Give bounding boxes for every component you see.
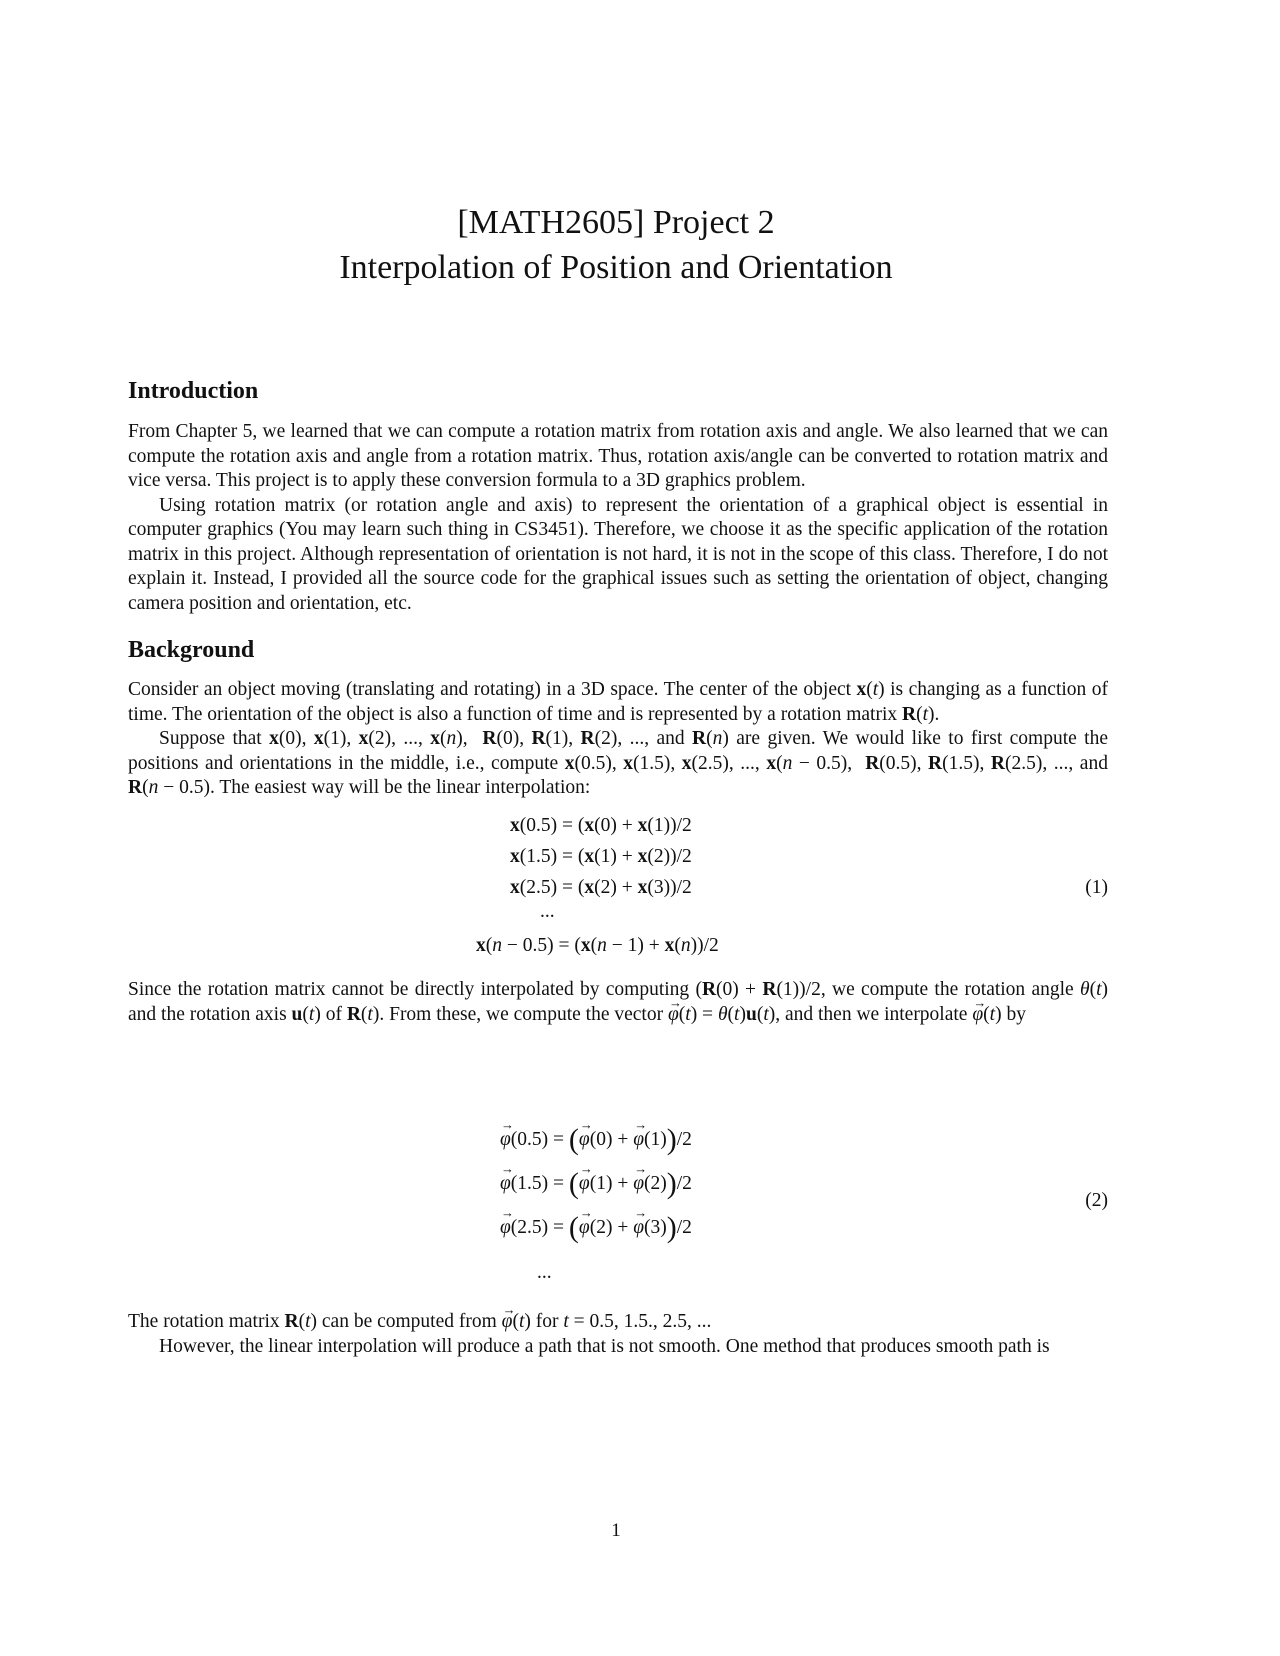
- document-title: [0, 200, 1232, 290]
- background-paragraph-2: Suppose that x(0), x(1), x(2), ..., x(n), R(0), R(1), R(2), ..., and R(n) are given. We would like to first compute the positions and orientations in the middle, i.e., compute x(0.5), x(1.5), x(2.5), ..., x(n − 0.5), R(0.5), R(1.5), R(2.5), ..., and R(n − 0.5). The easiest way will be the linear interpolation:: [128, 728, 1108, 798]
- introduction-paragraph-2: Using rotation matrix (or rotation angle and axis) to represent the orientation of a graphical object is essential in computer graphics (You may learn such thing in CS3451). Therefore, we choose it as the specific application of the rotation matrix in this project. Although representation of orientation is not hard, it is not in the scope of this class. Therefore, I do not explain it. Instead, I provided all the source code for the graphical issues such as setting the orientation of object, changing camera position and orientation, etc.: [128, 494, 1108, 614]
- background-paragraph-1: Consider an object moving (translating and rotating) in a 3D space. The center of the object x(t) is changing as a function of time. The orientation of the object is also a function of time and is represented by a rotation matrix R(t).: [128, 679, 1108, 725]
- heading-background: Background: [128, 637, 255, 663]
- equation-number: (1): [1085, 877, 1108, 898]
- equation-ellipsis: ...: [540, 901, 555, 922]
- background-body-2: [128, 978, 1108, 1027]
- equation-number: (2): [1085, 1190, 1108, 1211]
- page-number: 1: [611, 1520, 621, 1541]
- equation-line: x(0.5) = (x(0) + x(1))/2: [510, 815, 692, 836]
- introduction-paragraph-1: From Chapter 5, we learned that we can compute a rotation matrix from rotation axis and angle. We also learned that we can compute the rotation axis and angle from a rotation matrix. Thus, rotation axis/angle can be converted to rotation matrix and vice versa. This project is to apply these conversion formula to a 3D graphics problem.: [128, 421, 1108, 491]
- equation-ellipsis: ...: [537, 1262, 552, 1283]
- equation-line: → φ(2.5) = (→ φ(2) + → φ(3))/2: [500, 1211, 692, 1245]
- equation-line: x(2.5) = (x(2) + x(3))/2: [510, 877, 692, 898]
- equation-line: → φ(0.5) = (→ φ(0) + → φ(1))/2: [500, 1123, 692, 1157]
- equation-line: → φ(1.5) = (→ φ(1) + → φ(2))/2: [500, 1167, 692, 1201]
- title-line-1: [MATH2605] Project 2: [457, 204, 775, 241]
- background-body-1: [128, 678, 1108, 801]
- heading-introduction: Introduction: [128, 378, 259, 404]
- background-paragraph-5: However, the linear interpolation will produce a path that is not smooth. One method that produces smooth path is: [159, 1335, 1050, 1357]
- equation-line: x(n − 0.5) = (x(n − 1) + x(n))/2: [476, 935, 719, 956]
- background-body-3: [128, 1310, 1108, 1359]
- introduction-body: [128, 420, 1108, 616]
- background-paragraph-4: The rotation matrix R(t) can be computed from → φ(t) for t = 0.5, 1.5., 2.5, ...: [128, 1310, 1108, 1335]
- background-paragraph-3: Since the rotation matrix cannot be directly interpolated by computing (R(0) + R(1))/2, we compute the rotation angle θ(t) and the rotation axis u(t) of R(t). From these, we compute the vector → φ(t) = θ(t)u(t), and then we interpolate → φ(t) by: [128, 978, 1108, 1027]
- title-line-2: Interpolation of Position and Orientation: [339, 249, 893, 286]
- equation-line: x(1.5) = (x(1) + x(2))/2: [510, 846, 692, 867]
